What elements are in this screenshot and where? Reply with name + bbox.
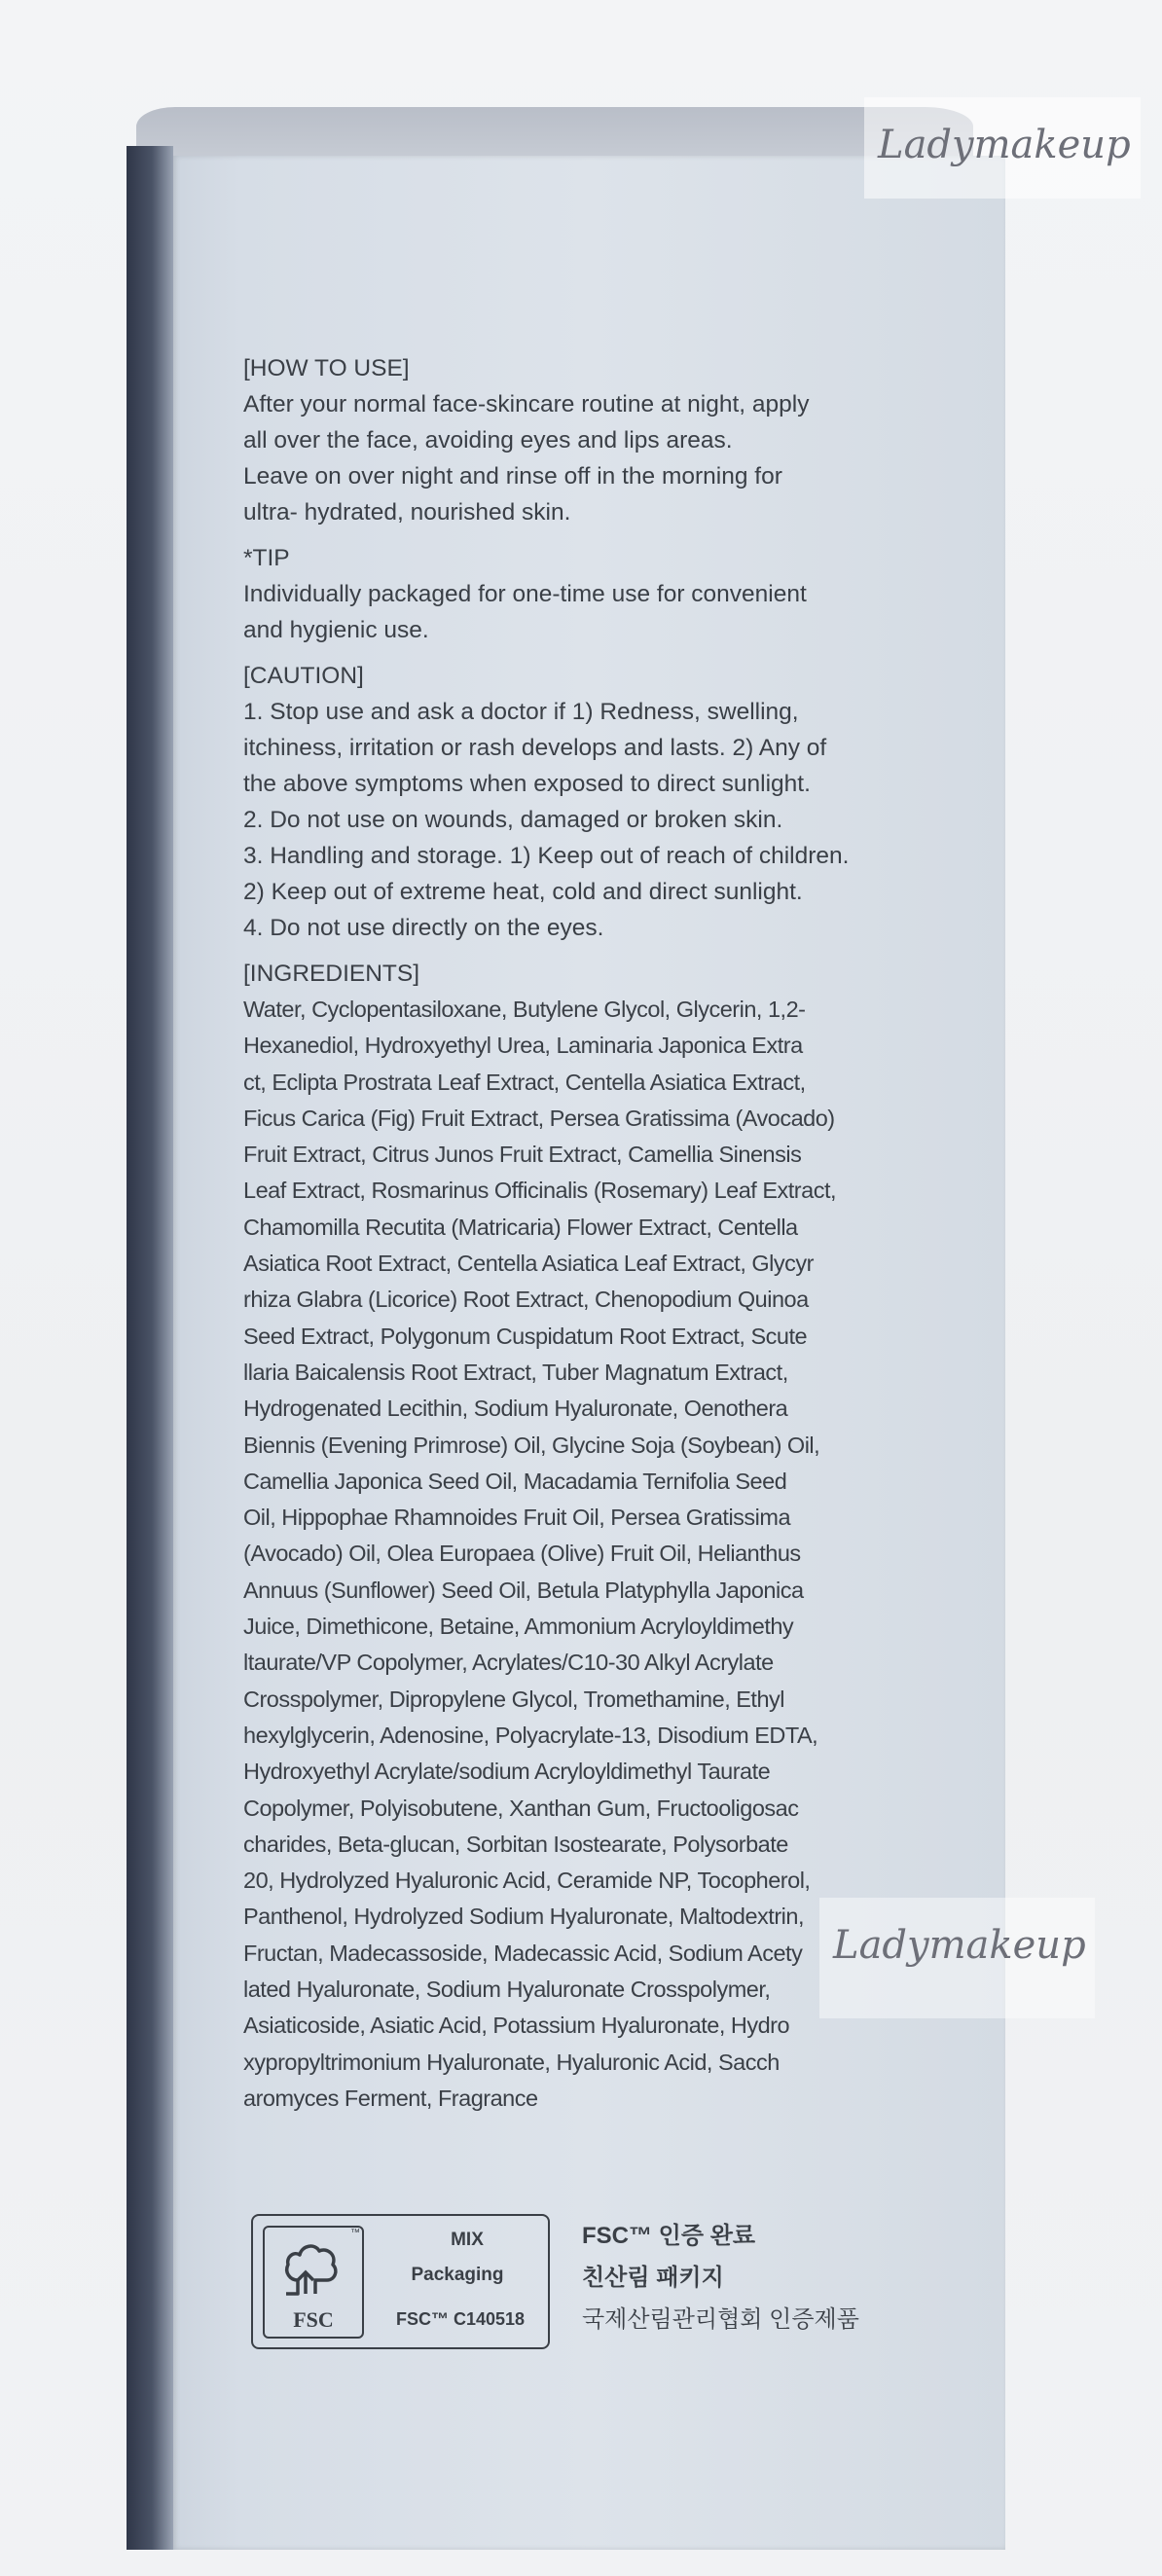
label-text bbox=[243, 350, 910, 2117]
how-to-use-heading: [HOW TO USE] bbox=[243, 355, 410, 381]
watermark-middle bbox=[819, 1898, 1095, 2018]
box-side-strip bbox=[127, 146, 173, 2550]
caution-heading: [CAUTION] bbox=[243, 663, 364, 689]
watermark-top bbox=[864, 97, 1141, 199]
fsc-code-text: FSC™ C140518 bbox=[395, 2309, 526, 2329]
fsc-tm: ™ bbox=[350, 2228, 360, 2238]
fsc-logo-text: FSC bbox=[293, 2307, 334, 2332]
fsc-korean-text bbox=[582, 2215, 859, 2340]
caution-text: 1. Stop use and ask a doctor if 1) Redness, swelling, itchiness, irritation or rash develops and lasts. 2) Any of the above symptoms when exposed to direct sunlight. 2. Do not use on wounds, damaged or broken skin. 3. Handling and storage. 1) Keep out of reach of children. 2) Keep out of extreme heat, cold and direct sunlight. 4. Do not use directly on the eyes. bbox=[243, 699, 850, 941]
tip-text: Individually packaged for one-time use for convenient and hygienic use. bbox=[243, 581, 807, 643]
fsc-logo bbox=[263, 2226, 364, 2339]
fsc-korean-line2: 친산림 패키지 bbox=[582, 2265, 724, 2291]
ingredients-text: Water, Cyclopentasiloxane, Butylene Glycol, Glycerin, 1,2- Hexanediol, Hydroxyethyl Urea, Laminaria Japonica Extra ct, Eclipta Prostrata Leaf Extract, Centella Asiatica Extract, Ficus Carica (Fig) Fruit Extract, Persea Gratissima (Avocado) Fruit Extract, Citrus Junos Fruit Extract, Camellia Sinensis Leaf Extract, Rosmarinus Officinalis (Rosemary) Leaf Extract, Chamomilla Recutita (Matricaria) Flower Extract, Centella Asiatica Root Extract, Centella Asiatica Leaf Extract, Glycyr rhiza Glabra (Licorice) Root Extract, Chenopodium Quinoa Seed Extract, Polygonum Cuspidatum Root Extract, Scute llaria Baicalensis Root Extract, Tuber Magnatum Extract, Hydrogenated Lecithin, Sodium Hyaluronate, Oenothera Biennis (Evening Primrose) Oil, Glycine Soja (Soybean) Oil, Camellia Japonica Seed Oil, Macadamia Ternifolia Seed Oil, Hippophae Rhamnoides Fruit Oil, Persea Gratissima (Avocado) Oil, Olea Europaea (Olive) Fruit Oil, Helianthus Annuus (Sunflower) Seed Oil, Betula Platyphylla Japonica Juice, Dimethicone, Betaine, Ammonium Acryloyldimethy ltaurate/VP Copolymer, Acrylates/C10-30 Alkyl Acrylate Crosspolymer, Dipropylene Glycol, Tromethamine, Ethyl hexylglycerin, Adenosine, Polyacrylate-13, Disodium EDTA, Hydroxyethyl Acrylate/sodium Acryloyldimethyl Taurate Copolymer, Polyisobutene, Xanthan Gum, Fructooligosac charides, Beta-glucan, Sorbitan Isostearate, Polysorbate 20, Hydrolyzed Hyaluronic Acid, Ceramide NP, Tocopherol, Panthenol, Hydrolyzed Sodium Hyaluronate, Maltodextrin, Fructan, Madecassoside, Madecassic Acid, Sodium Acety lated Hyaluronate, Sodium Hyaluronate Crosspolymer, Asiaticoside, Asiatic Acid, Potassium Hyaluronate, Hydro xypropyltrimonium Hyaluronate, Hyaluronic Acid, Sacch aromyces Ferment, Fragrance bbox=[243, 997, 837, 2111]
how-to-use-text: After your normal face-skincare routine at night, apply all over the face, avoiding eyes and lips areas. Leave on over night and rinse off in the morning for ultra- hydrated, nourished skin. bbox=[243, 391, 810, 526]
ingredients-heading: [INGREDIENTS] bbox=[243, 961, 420, 987]
fsc-label bbox=[251, 2214, 550, 2349]
tip-heading: *TIP bbox=[243, 545, 290, 571]
fsc-korean-line1: FSC™ 인증 완료 bbox=[582, 2223, 756, 2249]
watermark-top-text: Ladymakeup bbox=[878, 123, 1131, 167]
fsc-korean-line3: 국제산림관리협회 인증제품 bbox=[582, 2306, 859, 2333]
fsc-tree-icon bbox=[276, 2235, 350, 2305]
fsc-mix-text: MIX bbox=[451, 2230, 484, 2250]
watermark-middle-text: Ladymakeup bbox=[833, 1923, 1086, 1968]
fsc-packaging-text: Packaging bbox=[411, 2265, 504, 2285]
